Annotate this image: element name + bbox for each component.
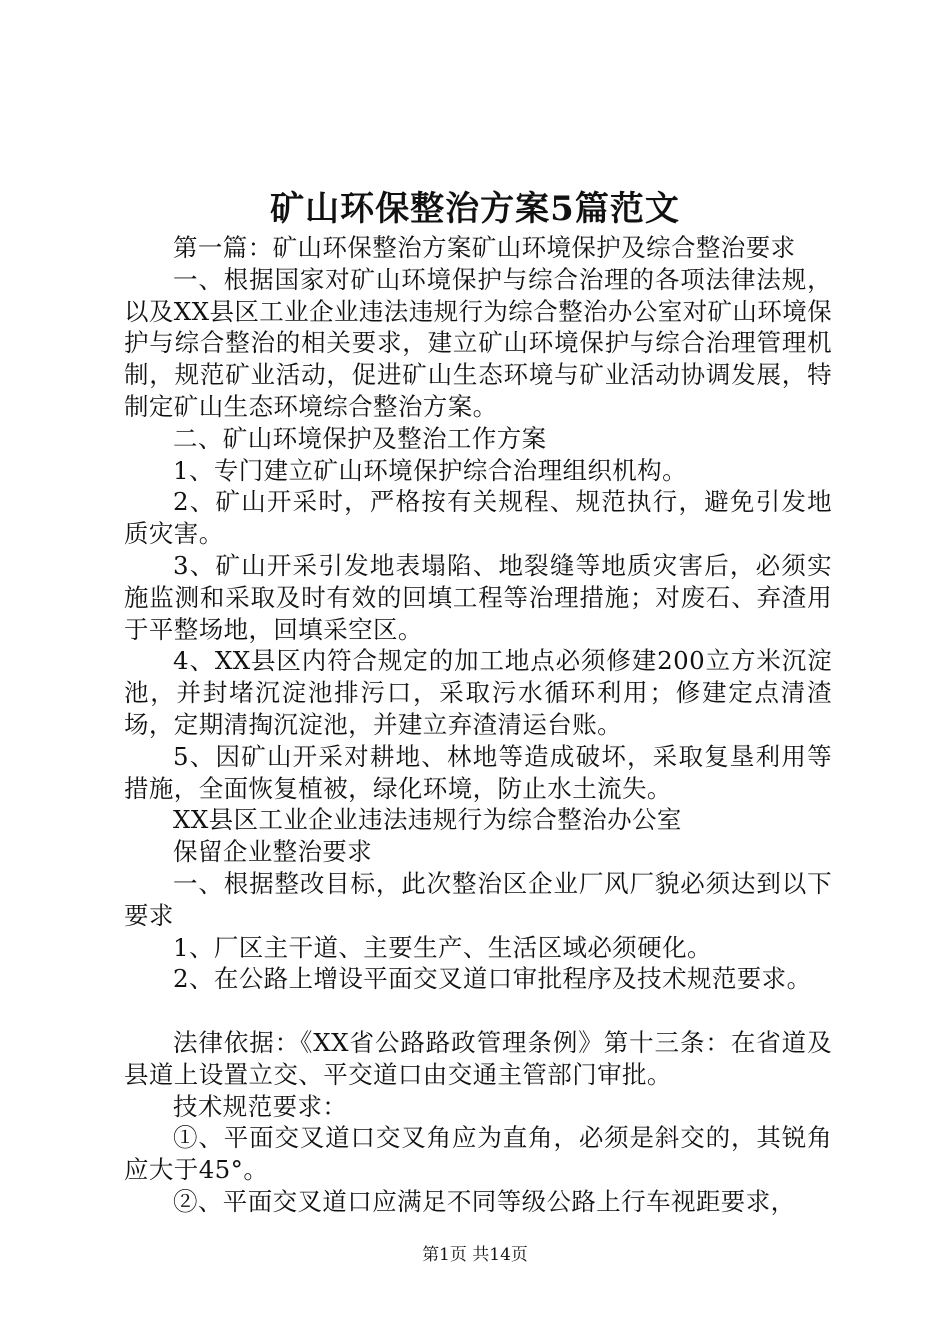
paragraph: 1、专门建立矿山环境保护综合治理组织机构。 <box>173 455 687 485</box>
paragraph: ①、平面交叉道口交叉角应为直角，必须是斜交的，其锐角应大于45°。 <box>124 1123 832 1185</box>
paragraph: 4、XX县区内符合规定的加工地点必须修建200立方米沉淀池，并封堵沉淀池排污口，采取污水循环利用；修建定点清渣场，定期清掏沉淀池，并建立弃渣清运台账。 <box>124 646 832 739</box>
paragraph: 3、矿山开采引发地表塌陷、地裂缝等地质灾害后，必须实施监测和采取及时有效的回填工程等治理措施；对废石、弃渣用于平整场地，回填采空区。 <box>124 550 832 644</box>
paragraph: 第一篇：矿山环保整治方案矿山环境保护及综合整治要求 <box>173 233 796 262</box>
paragraph: 法律依据：《XX省公路路政管理条例》第十三条：在省道及县道上设置立交、平交道口由交通主管部门审批。 <box>124 1027 832 1089</box>
paragraph: 一、根据国家对矿山环境保护与综合治理的各项法律法规，以及XX县区工业企业违法违规行为综合整治办公室对矿山环境保护与综合整治的相关要求，建立矿山环境保护与综合治理管理机制，规范矿业活动，促进矿山生态环境与矿业活动协调发展，特制定矿山生态环境综合整治方案。 <box>124 264 832 421</box>
document-title: 矿山环保整治方案5篇范文 <box>270 189 680 229</box>
paragraph: XX县区工业企业违法违规行为综合整治办公室 <box>173 805 682 835</box>
paragraph: 技术规范要求： <box>173 1091 348 1121</box>
paragraph: 2、在公路上增设平面交叉道口审批程序及技术规范要求。 <box>173 964 812 994</box>
paragraph: 5、因矿山开采对耕地、林地等造成破坏，采取复垦利用等措施，全面恢复植被，绿化环境，防止水土流失。 <box>124 741 832 803</box>
paragraph: ②、平面交叉道口应满足不同等级公路上行车视距要求， <box>173 1186 796 1216</box>
page-footer: 第1页 共14页 <box>422 1245 528 1265</box>
paragraph: 一、根据整改目标，此次整治区企业厂风厂貌必须达到以下要求 <box>124 868 832 930</box>
paragraph: 2、矿山开采时，严格按有关规程、规范执行，避免引发地质灾害。 <box>124 487 832 549</box>
paragraph: 1、厂区主干道、主要生产、生活区域必须硬化。 <box>173 932 712 962</box>
paragraph: 二、矿山环境保护及整治工作方案 <box>173 423 547 453</box>
paragraph: 保留企业整治要求 <box>173 837 373 867</box>
document-body <box>124 232 832 1218</box>
